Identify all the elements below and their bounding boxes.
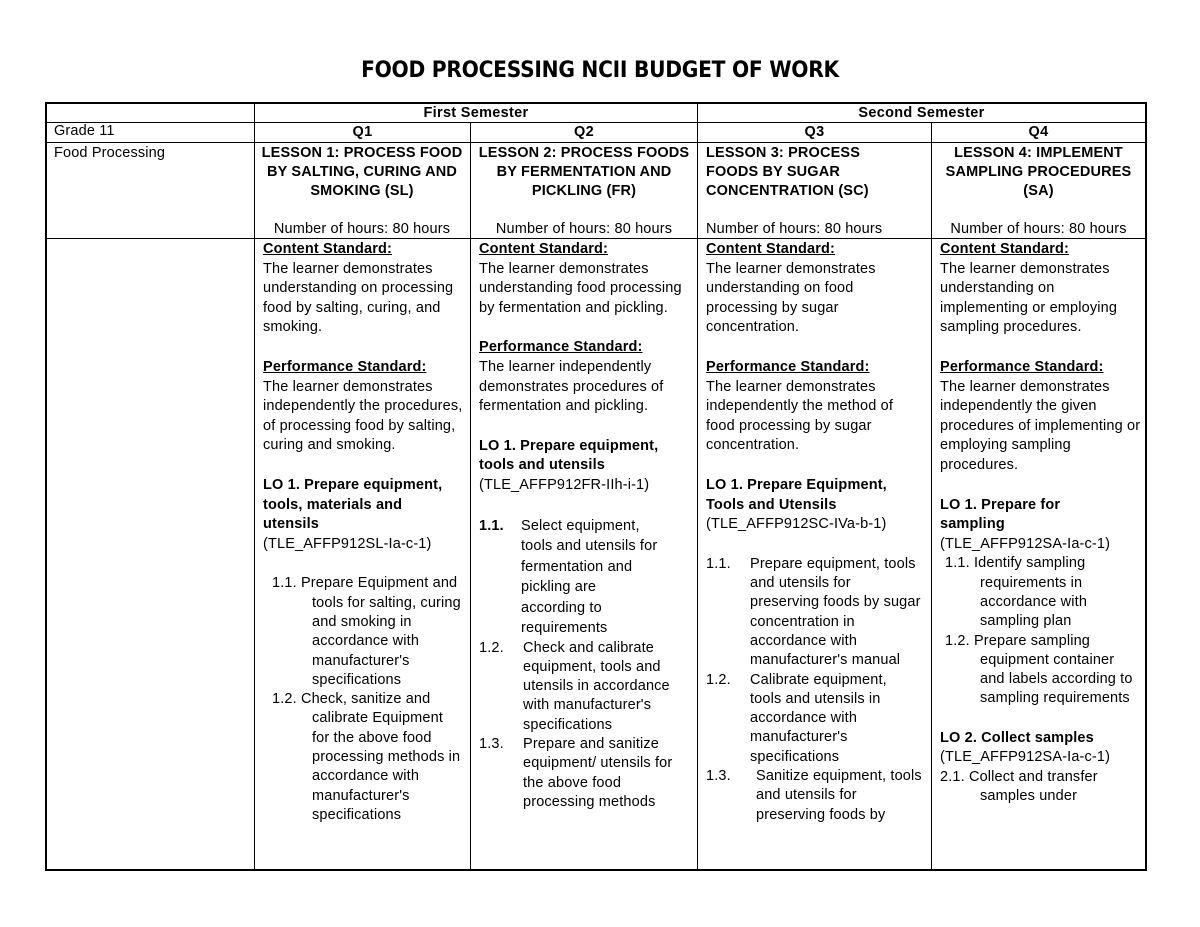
q3-item-1-3: 1.3. Sanitize equipment, tools and utensils for preserving foods by [706, 767, 922, 823]
q2-lesson-title: LESSON 2: PROCESS FOODS BY FERMENTATION AND PICKLING (FR) [478, 145, 690, 199]
q4-content-cell [940, 240, 1143, 806]
q1-lesson-title: LESSON 1: PROCESS FOOD BY SALTING, CURING AND SMOKING (SL) [261, 145, 463, 199]
q1-item-1-2: 1.2. Check, sanitize and calibrate Equipment for the above food processing methods in accordance with manufacturer's specifications [272, 691, 461, 823]
q2-item-1-3: 1.3. Prepare and sanitize equipment/ utensils for the above food processing methods [479, 736, 673, 810]
subject-label: Food Processing [54, 145, 166, 161]
page-title: FOOD PROCESSING NCII BUDGET OF WORK [361, 58, 839, 83]
q3-lo1-title: LO 1. Prepare Equipment, Tools and Utensils [706, 476, 887, 513]
q4-hours: Number of hours: 80 hours [950, 221, 1127, 237]
q4-content-standard-label: Content Standard: [940, 241, 1070, 257]
q3-item-1-1: 1.1. Prepare equipment, tools and utensils for preserving foods by sugar concentration in accordance with manufacturer's manual [706, 555, 921, 669]
q3-item-1-2: 1.2. Calibrate equipment, tools and utensils in accordance with manufacturer's specifications [706, 671, 887, 765]
q2-lo1-title: LO 1. Prepare equipment, tools and utensils [479, 437, 659, 474]
q3-performance-standard-text: The learner demonstrates independently the method of food processing by sugar concentration. [706, 378, 894, 454]
q3-lo1-code: (TLE_AFFP912SC-IVa-b-1) [706, 516, 887, 533]
q1-hours: Number of hours: 80 hours [273, 221, 451, 237]
q1-content-standard-text: The learner demonstrates understanding on processing food by salting, curing, and smoking. [263, 260, 454, 336]
q3-lesson-title: LESSON 3: PROCESS FOODS BY SUGAR CONCENTRATION (SC) [706, 145, 869, 199]
q3-hours: Number of hours: 80 hours [706, 221, 883, 237]
q4-lesson-title: LESSON 4: IMPLEMENT SAMPLING PROCEDURES (SA) [945, 145, 1132, 199]
q4-header: Q4 [1028, 124, 1049, 140]
q2-item-1-2: 1.2. Check and calibrate equipment, tools and utensils in accordance with manufacturer's specifications [479, 639, 670, 733]
q2-performance-standard-text: The learner independently demonstrates procedures of fermentation and pickling. [479, 358, 664, 415]
q3-header: Q3 [804, 124, 825, 140]
q2-performance-standard-label: Performance Standard: [479, 339, 643, 356]
q4-lesson-cell [935, 144, 1142, 240]
q3-performance-standard-label: Performance Standard: [706, 358, 870, 375]
q4-item-2-1: 2.1. Collect and transfer samples under [940, 768, 1098, 805]
q4-item-1-2: 1.2. Prepare sampling equipment container and labels according to sampling requirements [945, 632, 1133, 707]
q2-header: Q2 [574, 124, 594, 140]
first-semester-header: First Semester [423, 105, 529, 121]
q4-lo1-title: LO 1. Prepare for sampling [940, 496, 1061, 533]
q4-item-1-1: 1.1. Identify sampling requirements in accordance with sampling plan [945, 555, 1088, 630]
q4-lo2-title: LO 2. Collect samples [940, 729, 1094, 746]
q4-lo2-code: (TLE_AFFP912SA-Ia-c-1) [940, 749, 1111, 766]
q3-lesson-cell [706, 144, 896, 240]
q4-performance-standard-text: The learner demonstrates independently the given procedures of implementing or employing sampling procedures. [940, 378, 1141, 473]
q2-lesson-cell [474, 144, 694, 240]
q2-content-cell [479, 240, 691, 812]
q3-content-cell [706, 240, 924, 825]
q4-performance-standard-label: Performance Standard: [940, 358, 1104, 375]
q1-header: Q1 [352, 124, 373, 140]
q1-item-1-1: 1.1. Prepare Equipment and tools for salting, curing and smoking in accordance with manufacturer's specifications [272, 575, 461, 688]
q1-lo1-code: (TLE_AFFP912SL-Ia-c-1) [263, 535, 432, 552]
q1-content-standard-label: Content Standard: [263, 241, 393, 257]
q3-content-standard-label: Content Standard: [706, 241, 836, 257]
q1-content-cell [263, 240, 463, 825]
q1-performance-standard-label: Performance Standard: [263, 358, 427, 375]
q2-item-1-1: 1.1. Select equipment, tools and utensils for fermentation and pickling are according to requirements [479, 517, 658, 637]
q4-content-standard-text: The learner demonstrates understanding on implementing or employing sampling procedures. [940, 260, 1118, 336]
q3-content-standard-text: The learner demonstrates understanding on food processing by sugar concentration. [706, 260, 876, 336]
q2-lo1-code: (TLE_AFFP912FR-IIh-i-1) [479, 476, 650, 493]
q1-lo1-title: LO 1. Prepare equipment, tools, materials and utensils [263, 476, 443, 533]
second-semester-header: Second Semester [858, 105, 985, 121]
q4-lo1-code: (TLE_AFFP912SA-Ia-c-1) [940, 535, 1111, 552]
q2-content-standard-text: The learner demonstrates understanding food processing by fermentation and pickling. [479, 260, 682, 316]
grade-label: Grade 11 [54, 123, 115, 139]
q2-hours: Number of hours: 80 hours [495, 221, 673, 237]
q2-content-standard-label: Content Standard: [479, 241, 609, 257]
q1-performance-standard-text: The learner demonstrates independently the procedures, of processing food by salting, curing and smoking. [263, 378, 463, 454]
q1-lesson-cell [259, 144, 465, 240]
